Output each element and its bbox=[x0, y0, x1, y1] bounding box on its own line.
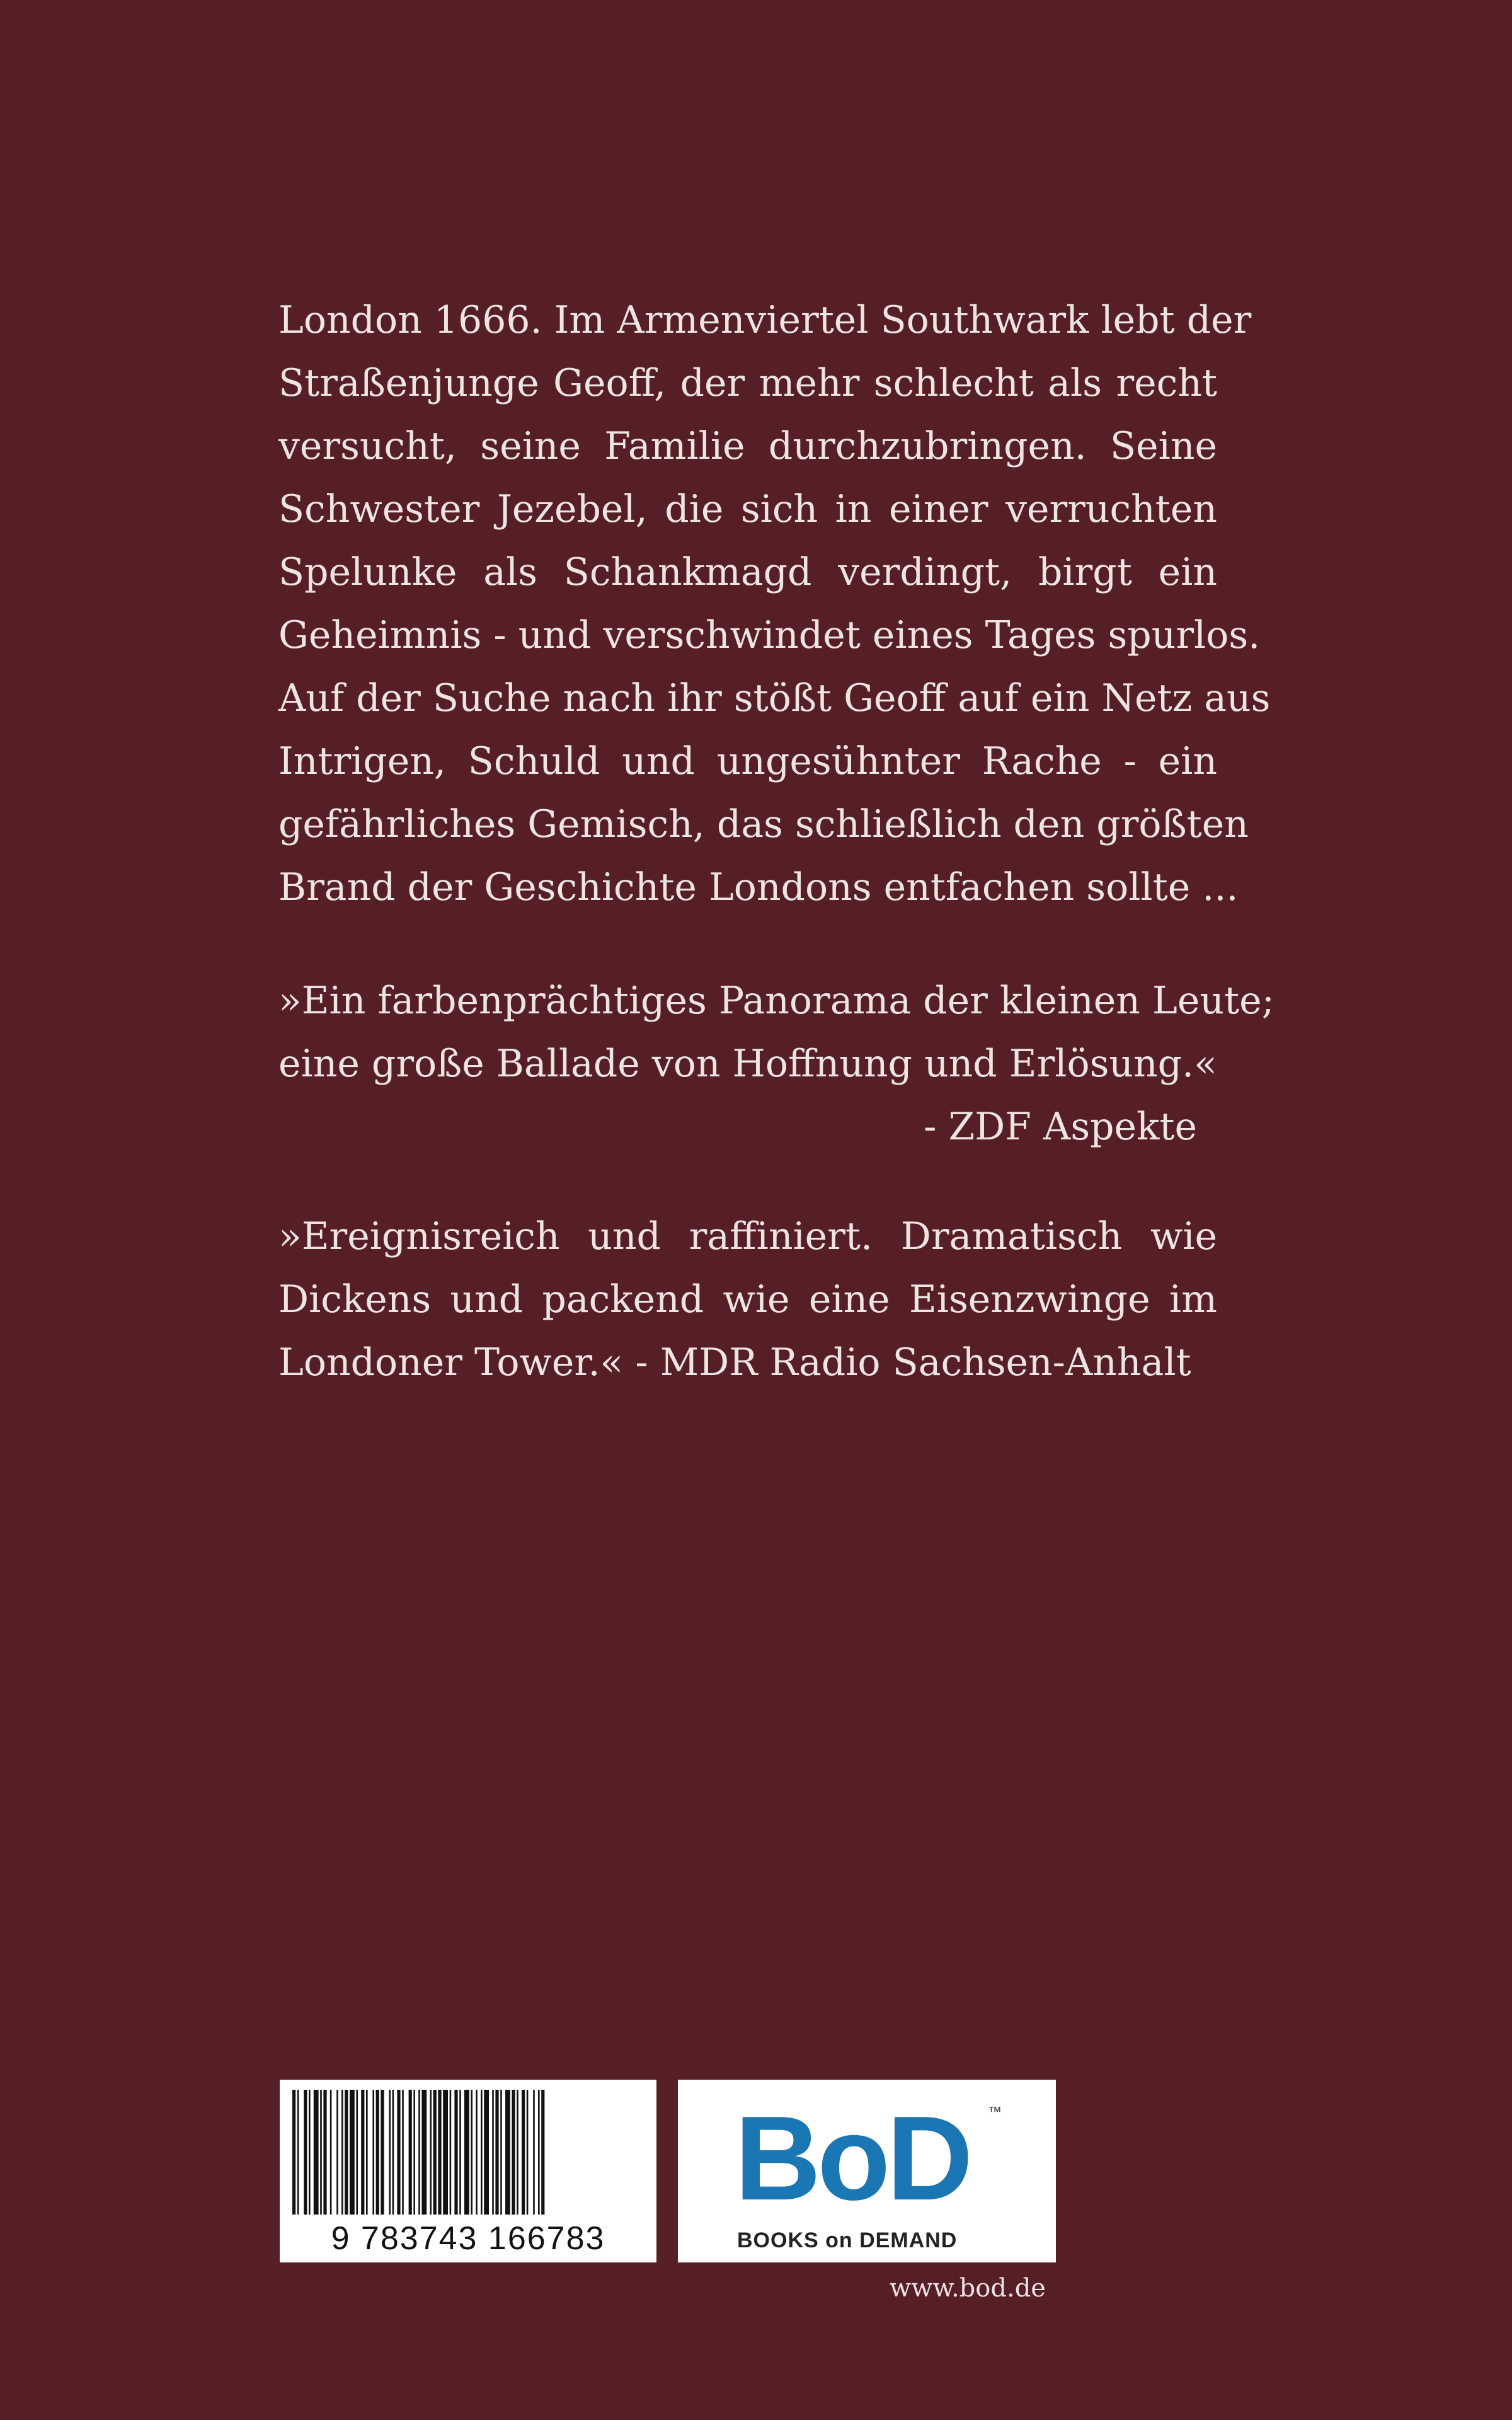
barcode-bar bbox=[527, 2090, 529, 2215]
barcode-bar bbox=[541, 2090, 544, 2215]
review-mdr bbox=[278, 1205, 1217, 1394]
barcode-bar bbox=[356, 2090, 358, 2215]
barcode-bar bbox=[517, 2090, 518, 2215]
barcode-bar bbox=[402, 2090, 404, 2215]
blurb-line: versucht, seine Familie durchzubringen. Seine bbox=[278, 424, 1217, 468]
barcode-bar bbox=[409, 2090, 412, 2215]
bod-logo: BoD bbox=[735, 2092, 970, 2225]
barcode-bar bbox=[297, 2090, 299, 2215]
barcode-bar bbox=[484, 2090, 489, 2215]
barcode-bar bbox=[397, 2090, 400, 2215]
blurb-line: Intrigen, Schuld und ungesühnter Rache - ein bbox=[278, 739, 1217, 783]
barcode-bar bbox=[309, 2090, 311, 2215]
barcode-bar bbox=[438, 2090, 441, 2215]
barcode-bar bbox=[450, 2090, 452, 2215]
barcode-digits: 9 783743 166783 bbox=[331, 2220, 605, 2257]
barcode-bar bbox=[372, 2090, 374, 2215]
barcode-bar bbox=[433, 2090, 437, 2215]
barcode-bar bbox=[512, 2090, 515, 2215]
barcode-bar bbox=[341, 2090, 343, 2215]
review-source: - ZDF Aspekte bbox=[924, 1105, 1197, 1149]
review-quote-line: »Ereignisreich und raffiniert. Dramatisch wie bbox=[278, 1214, 1217, 1259]
barcode-bar bbox=[421, 2090, 427, 2215]
barcode-bar bbox=[505, 2090, 510, 2215]
barcode-bar bbox=[413, 2090, 415, 2215]
barcode-bar bbox=[522, 2090, 525, 2215]
blurb-line: gefährliches Gemisch, das schließlich den größten bbox=[278, 802, 1249, 846]
barcode-bar bbox=[336, 2090, 338, 2215]
barcode-bar bbox=[330, 2090, 332, 2215]
review-quote-end: Londoner Tower.« bbox=[278, 1340, 624, 1385]
barcode-bar bbox=[418, 2090, 420, 2215]
barcode-bar bbox=[381, 2090, 384, 2215]
blurb-text bbox=[278, 289, 1271, 919]
publisher-logo-box bbox=[678, 2080, 1056, 2262]
review-quote-line: eine große Ballade von Hoffnung und Erlösung.« bbox=[278, 1042, 1217, 1086]
barcode-bar bbox=[376, 2090, 379, 2215]
publisher-website: www.bod.de bbox=[890, 2274, 1046, 2303]
review-quote-line: Dickens und packend wie eine Eisenzwinge im bbox=[278, 1277, 1217, 1322]
barcode-bar bbox=[471, 2090, 472, 2215]
review-quote-line: »Ein farbenprächtiges Panorama der kleinen Leute; bbox=[278, 979, 1274, 1023]
review-source: - MDR Radio Sachsen-Anhalt bbox=[635, 1340, 1191, 1385]
barcode-bar bbox=[389, 2090, 391, 2215]
barcode-bar bbox=[430, 2090, 432, 2215]
barcode-bar bbox=[495, 2090, 498, 2215]
blurb-line: Spelunke als Schankmagd verdingt, birgt ein bbox=[278, 550, 1217, 594]
barcode-bar bbox=[345, 2090, 348, 2215]
review-last-line bbox=[278, 1331, 1217, 1394]
blurb-line: Schwester Jezebel, die sich in einer verruchten bbox=[278, 487, 1217, 531]
review-zdf bbox=[278, 969, 1274, 1158]
blurb-line: Brand der Geschichte Londons entfachen sollte ... bbox=[278, 865, 1239, 909]
barcode-bar bbox=[481, 2090, 483, 2215]
isbn-barcode bbox=[280, 2080, 656, 2262]
barcode-bars bbox=[290, 2090, 646, 2215]
barcode-bar bbox=[464, 2090, 469, 2215]
barcode-bar bbox=[538, 2090, 540, 2215]
barcode-bar bbox=[443, 2090, 448, 2215]
barcode-bar bbox=[314, 2090, 319, 2215]
barcode-bar bbox=[500, 2090, 502, 2215]
barcode-bar bbox=[476, 2090, 478, 2215]
barcode-bar bbox=[533, 2090, 535, 2215]
barcode-bar bbox=[350, 2090, 355, 2215]
barcode-bar bbox=[392, 2090, 394, 2215]
barcode-bar bbox=[454, 2090, 457, 2215]
blurb-line: Auf der Suche nach ihr stößt Geoff auf ein Netz aus bbox=[278, 676, 1271, 720]
barcode-bar bbox=[492, 2090, 494, 2215]
publisher-tagline: BOOKS on DEMAND bbox=[737, 2228, 958, 2252]
barcode-bar bbox=[361, 2090, 364, 2215]
trademark-symbol: ™ bbox=[988, 2104, 1002, 2119]
blurb-line: London 1666. Im Armenviertel Southwark lebt der bbox=[278, 298, 1252, 342]
blurb-line: Straßenjunge Geoff, der mehr schlecht als recht bbox=[278, 361, 1217, 405]
barcode-bar bbox=[292, 2090, 295, 2215]
blurb-line: Geheimnis - und verschwindet eines Tages spurlos. bbox=[278, 613, 1261, 657]
barcode-bar bbox=[323, 2090, 326, 2215]
barcode-bar bbox=[459, 2090, 461, 2215]
barcode-bar bbox=[304, 2090, 307, 2215]
barcode-bar bbox=[366, 2090, 368, 2215]
barcode-bar bbox=[320, 2090, 322, 2215]
